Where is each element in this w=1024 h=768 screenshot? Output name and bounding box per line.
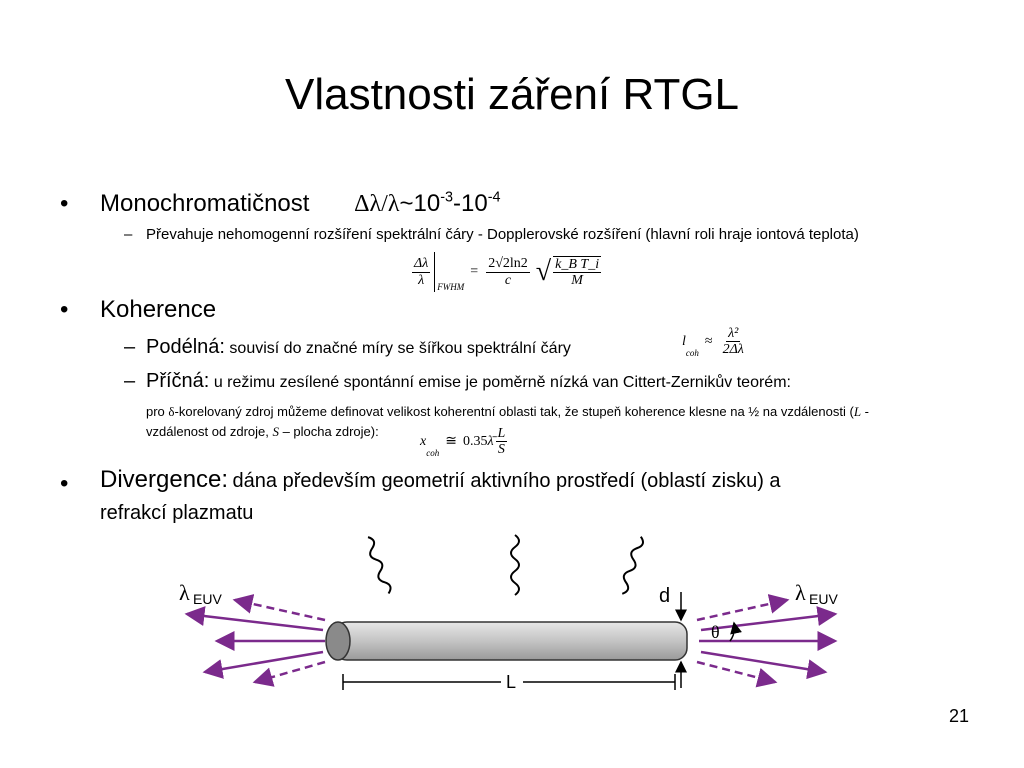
label-d: d [659,585,671,607]
emission-arrow-left-up [187,614,323,630]
dash-marker: – [124,226,133,243]
coherence-paragraph: pro δ-korelovaný zdroj můžeme definovat velikost koherentní oblasti tak, že stupeň koherence klesne na ½ na vzdálenosti (L - vzdálenost od zdroje, S – plocha zdroje): [146,404,869,439]
pump-wave-arrow-3 [618,535,644,595]
laser-rod [335,622,687,660]
ratio-value-1: ~10 [399,190,441,217]
ratio-symbol: Δλ/λ [354,191,400,217]
dash-marker: – [124,370,136,392]
formula-lhs: $\frac{\Delta\lambda}{\lambda}$ [414,256,429,288]
bullet-monochromaticity [100,190,500,218]
emission-arrow-right-up [701,614,835,630]
formula-mid: $\frac{2√2\ln 2}{c}$ [488,256,528,288]
emission-dashed-right-down [697,662,775,682]
page-number: 21 [948,706,969,726]
pump-wave-arrow-2 [511,535,519,595]
longitudinal-coherence: Podélná: souvisí do značné míry se šířkou spektrální čáry [146,336,571,358]
formula-rad: $\frac{\text{k\_B T\_i}}{M}$ [555,256,600,288]
bullet-divergence: Divergence: dána především geometrií aktivního prostředí (oblastí zisku) a [100,466,781,493]
bullet-marker: • [60,190,69,217]
divergence-continuation: refrakcí plazmatu [100,502,254,524]
bullet-coherence: Koherence [100,296,217,323]
slide-title: Vlastnosti záření RTGL [284,70,740,119]
label-theta: θ [711,622,720,642]
rod-end-left [326,622,350,660]
dash-marker: – [124,336,136,358]
pump-wave-arrow-1 [364,536,392,595]
bullet-marker: • [60,470,69,497]
label-L: L [506,672,517,690]
lcoh-formula: l coh ≈ $\frac{\text{λ²}}{2\Delta\lambda}$ [682,326,744,358]
emission-arrow-left-down [205,652,323,672]
label-lambda-left: λ [179,580,190,605]
emission-arrow-right-down [701,652,825,672]
label-lambda-right: λ [795,580,806,605]
transverse-coherence: Příčná: u režimu zesílené spontánní emise je poměrně nízká van Cittert-Zernikův teorém: [146,370,791,392]
xcoh-formula: x coh ≅ 0.35 λ̄ $\frac{L}{S}$ [420,426,506,458]
exponent-1: -3 [440,189,453,206]
doppler-formula: $\frac{\Delta\lambda}{\lambda}$ FWHM = $\frac{2√2\ln 2}{c}$ √ $\frac{\text{k\_B T\_i}}{M}$ [410,252,603,292]
label-lambda-left-sub: EUV [193,591,222,607]
emission-dashed-left-up [235,600,325,620]
bullet-marker: • [60,296,69,323]
emission-dashed-right-up [697,600,787,620]
ratio-value-2: -10 [453,190,488,217]
exponent-2: -4 [487,189,501,206]
laser-rod-diagram [175,530,860,690]
label-lambda-right-sub: EUV [809,591,838,607]
doppler-description: Převahuje nehomogenní rozšíření spektrální čáry - Dopplerovské rozšíření (hlavní roli hraje iontová teplota) [146,226,859,243]
emission-dashed-left-down [255,662,325,682]
bullet-label: Monochromatičnost [100,190,310,217]
